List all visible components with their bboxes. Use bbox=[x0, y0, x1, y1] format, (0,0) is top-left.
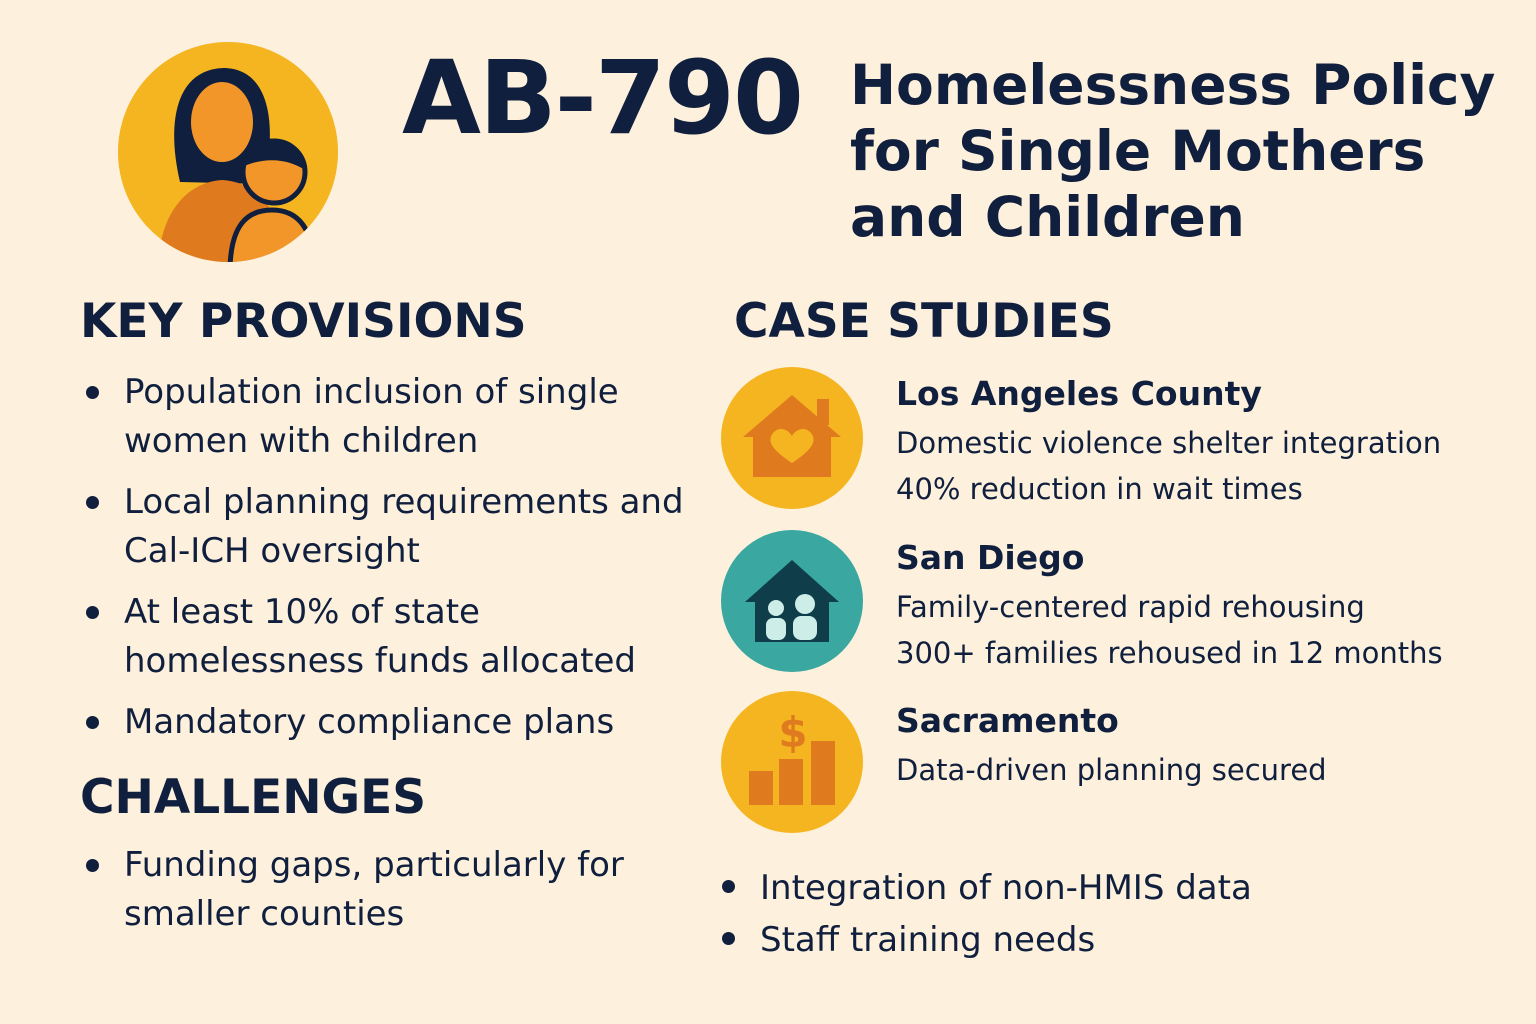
challenges-list bbox=[80, 841, 640, 939]
list-item: Integration of non-HMIS data bbox=[716, 862, 1416, 914]
list-item: Mandatory compliance plans bbox=[80, 698, 690, 747]
key-provisions-heading: KEY PROVISIONS bbox=[80, 294, 527, 349]
bill-title bbox=[850, 52, 1510, 250]
challenges-heading: CHALLENGES bbox=[80, 770, 427, 825]
case-study-sacramento bbox=[896, 699, 1516, 793]
key-provisions-list bbox=[80, 368, 690, 759]
case-study-san-diego bbox=[896, 536, 1516, 676]
mother-and-child-icon bbox=[118, 42, 338, 262]
list-item: Local planning requirements and Cal-ICH oversight bbox=[80, 478, 690, 576]
case-study-name: Sacramento bbox=[896, 701, 1119, 740]
list-item: Population inclusion of single women with children bbox=[80, 368, 690, 466]
house-heart-icon bbox=[721, 367, 863, 509]
case-study-detail: 40% reduction in wait times bbox=[896, 472, 1303, 506]
case-study-detail: Domestic violence shelter integration bbox=[896, 426, 1442, 460]
case-study-detail: 300+ families rehoused in 12 months bbox=[896, 636, 1443, 670]
case-study-detail: Data-driven planning secured bbox=[896, 753, 1327, 787]
list-item: Funding gaps, particularly for smaller counties bbox=[80, 841, 640, 939]
list-item: At least 10% of state homelessness funds allocated bbox=[80, 588, 690, 686]
case-study-los-angeles bbox=[896, 372, 1516, 512]
bill-number: AB-790 bbox=[402, 39, 802, 158]
case-study-name: San Diego bbox=[896, 538, 1085, 577]
title-line: and Children bbox=[850, 185, 1245, 249]
title-line: for Single Mothers bbox=[850, 119, 1426, 183]
challenges-list-continued bbox=[716, 862, 1416, 966]
case-study-detail: Family-centered rapid rehousing bbox=[896, 590, 1365, 624]
svg-text:$: $ bbox=[778, 708, 808, 757]
list-item: Staff training needs bbox=[716, 914, 1416, 966]
case-studies-heading: CASE STUDIES bbox=[734, 294, 1114, 349]
dollar-bar-chart-icon bbox=[721, 691, 863, 833]
case-study-name: Los Angeles County bbox=[896, 374, 1262, 413]
house-family-icon bbox=[721, 530, 863, 672]
title-line: Homelessness Policy bbox=[850, 53, 1496, 117]
